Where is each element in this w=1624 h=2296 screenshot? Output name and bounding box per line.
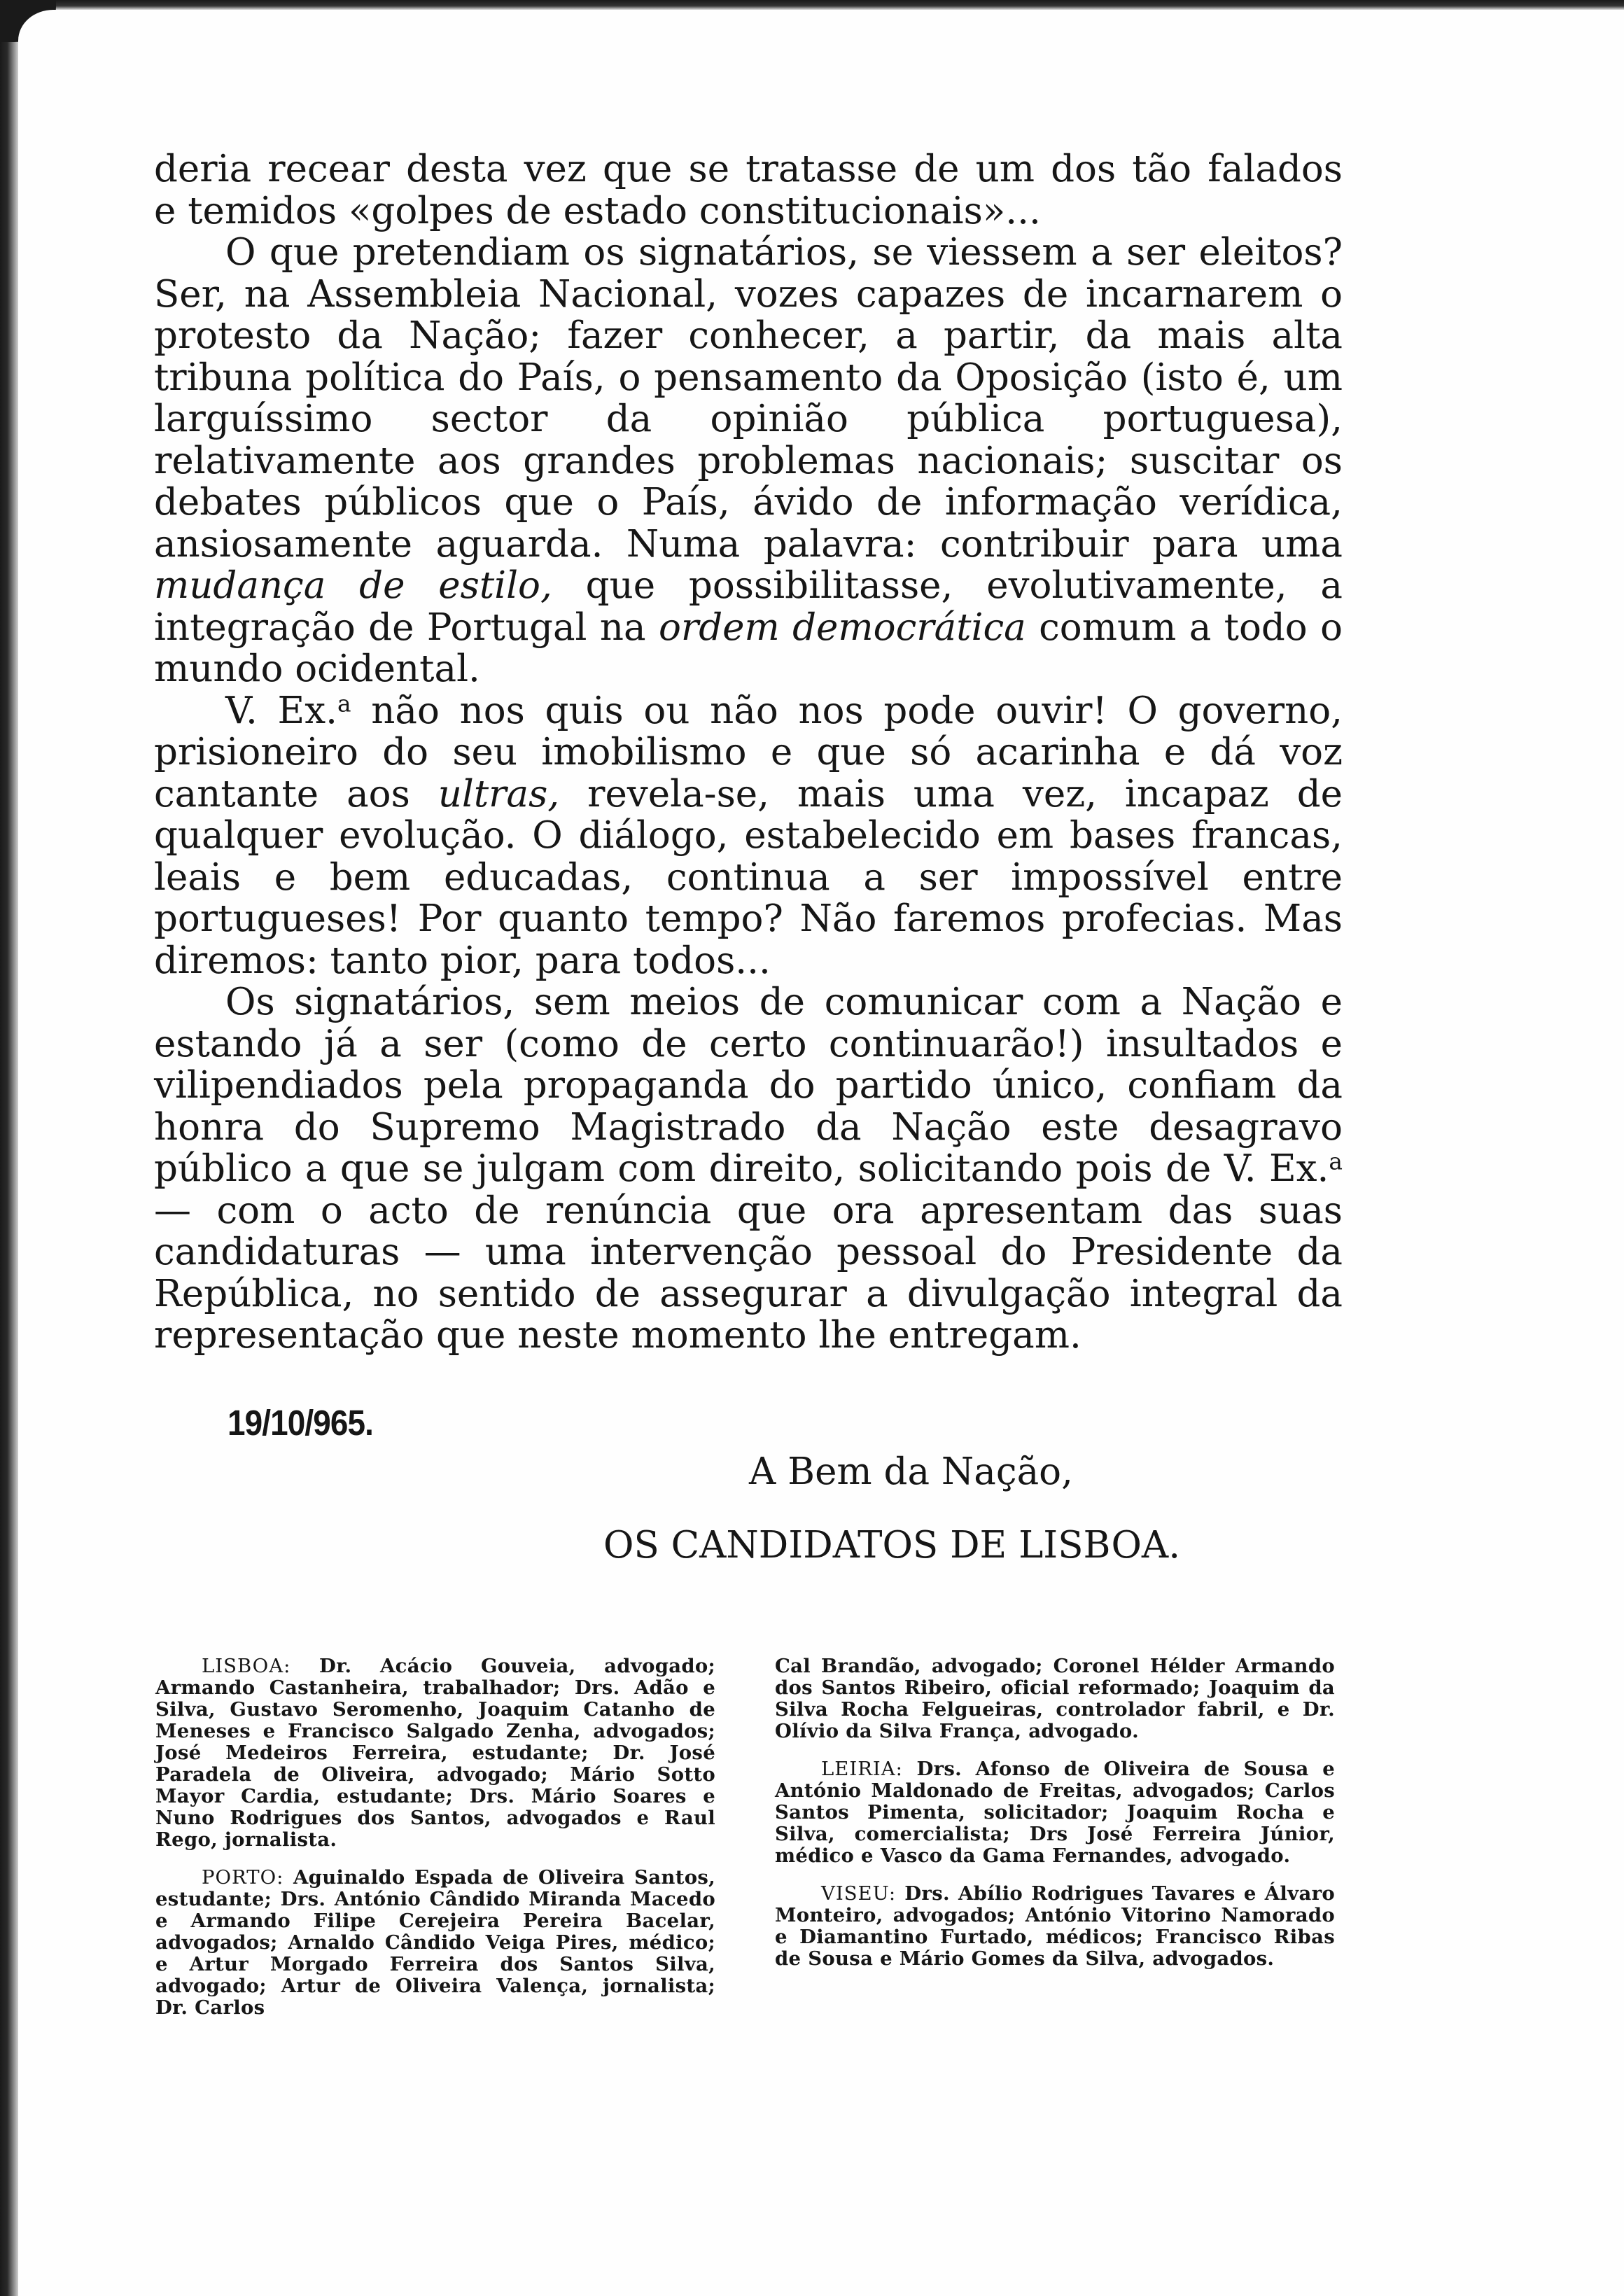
paragraph-4-text-b: — com o acto de renúncia que ora apresentam das suas candidaturas — uma intervenção pessoal do Presidente da República, no sentido de assegurar a divulgação integral da representação que neste momento lhe entregam.	[154, 1189, 1343, 1357]
paragraph-4-superscript: a	[1329, 1147, 1343, 1175]
paragraph-4-vex: V. Ex.	[1224, 1147, 1329, 1190]
scan-edge-corner-inner	[18, 10, 60, 45]
paragraph-2-text-a: O que pretendiam os signatários, se viessem a ser eleitos? Ser, na Assembleia Nacional, vozes capazes de incarnarem o protesto da Nação; fazer conhecer, a partir, da mais alta tribuna política do País, o pensamento da Oposição (isto é, um larguíssimo sector da opinião pública portuguesa), relativamente aos grandes problemas nacionais; suscitar os debates públicos que o País, ávido de informação verídica, ansiosamente aguarda. Numa palavra: contribuir para uma	[154, 231, 1343, 566]
signatories-porto-text: Aguinaldo Espada de Oliveira Santos, estudante; Drs. António Cândido Miranda Macedo e Armando Filipe Cerejeira Pereira Bacelar, advogados; Arnaldo Cândido Veiga Pires, médico; e Artur Morgado Ferreira dos Santos Silva, advogado; Artur de Oliveira Valença, jornalista; Dr. Carlos	[155, 1866, 715, 2019]
paragraph-2-text-c: comum a todo o mundo ocidental.	[154, 606, 1343, 690]
place-name-viseu: VISEU:	[821, 1882, 897, 1905]
paragraph-3-text-a: não nos quis ou não nos pode ouvir! O governo, prisioneiro do seu imobilismo e que só acarinha e dá voz cantante aos	[154, 689, 1343, 816]
letter-body	[154, 148, 1343, 1357]
signatories-leiria-text: Drs. Afonso de Oliveira de Sousa e António Maldonado de Freitas, advogados; Carlos Santos Pimenta, solicitador; Joaquim Rocha e Silva, comercialista; Drs José Ferreira Júnior, médico e Vasco da Gama Fernandes, advogado.	[775, 1758, 1335, 1867]
signatories-porto	[155, 1867, 715, 2019]
closing-salutation: A Bem da Nação,	[749, 1450, 1073, 1493]
scan-edge-corner	[0, 0, 56, 42]
paragraph-4	[154, 981, 1343, 1357]
place-name-lisboa: LISBOA:	[202, 1655, 291, 1677]
paragraph-2-text-b: que possibilitasse, evolutivamente, a integração de Portugal na	[154, 564, 1343, 649]
paragraph-1-line-2-text: e temidos «golpes de estado constitucionais»...	[154, 189, 1041, 232]
paragraph-2	[154, 232, 1343, 690]
paragraph-3-vex: V. Ex.	[225, 689, 337, 732]
place-name-leiria: LEIRIA:	[821, 1758, 903, 1780]
scan-edge-left	[0, 21, 18, 2296]
paragraph-3-text-b: revela-se, mais uma vez, incapaz de qualquer evolução. O diálogo, estabelecido em bases francas, leais e bem educadas, continua a ser impossível entre portugueses! Por quanto tempo? Não faremos profecias. Mas diremos: tanto pior, para todos...	[154, 772, 1343, 982]
paragraph-2-emphasis-2: ordem democrática	[658, 606, 1026, 649]
signatories-column-left	[155, 1656, 715, 2035]
paragraph-3-superscript: a	[337, 690, 351, 718]
signatories-porto-continued: Cal Brandão, advogado; Coronel Hélder Armando dos Santos Ribeiro, oficial reformado; Joaquim da Silva Rocha Felgueiras, controlador fabril, e Dr. Olívio da Silva França, advogado.	[775, 1655, 1335, 1742]
signatories-column-right	[775, 1656, 1335, 1986]
paragraph-3	[154, 690, 1343, 982]
signatories-viseu	[775, 1883, 1335, 1970]
paragraph-1-line-1-text: deria recear desta vez que se tratasse de um dos tão falados	[154, 148, 1343, 190]
paragraph-1-line-1	[154, 148, 1343, 190]
signatories-leiria	[775, 1758, 1335, 1867]
paragraph-4-text-a: Os signatários, sem meios de comunicar com a Nação e estando já a ser (como de certo continuarão!) insultados e vilipendiados pela propaganda do partido único, confiam da honra do Supremo Magistrado da Nação este desagravo público a que se julgam com direito, solicitando pois de	[154, 981, 1343, 1190]
signatories-lisboa-text: Dr. Acácio Gouveia, advogado; Armando Castanheira, trabalhador; Drs. Adão e Silva, Gustavo Seromenho, Joaquim Catanho de Meneses e Francisco Salgado Zenha, advogados; José Medeiros Ferreira, estudante; Dr. José Paradela de Oliveira, advogado; Mário Sotto Mayor Cardia, estudante; Drs. Mário Soares e Nuno Rodrigues dos Santos, advogados e Raul Rego, jornalista.	[155, 1655, 715, 1851]
paragraph-1-line-2	[154, 190, 1343, 232]
signature-line: OS CANDIDATOS DE LISBOA.	[603, 1524, 1181, 1567]
paragraph-3-emphasis: ultras,	[438, 772, 560, 816]
paragraph-2-emphasis-1: mudança de estilo,	[154, 564, 552, 607]
letter-date: 19/10/965.	[227, 1403, 373, 1443]
signatories-viseu-text: Drs. Abílio Rodrigues Tavares e Álvaro Monteiro, advogados; António Vitorino Namorado e Diamantino Furtado, médicos; Francisco Ribas de Sousa e Mário Gomes da Silva, advogados.	[775, 1882, 1335, 1970]
signatories-lisboa	[155, 1656, 715, 1851]
place-name-porto: PORTO:	[202, 1866, 284, 1889]
scan-edge-top	[14, 0, 1624, 10]
